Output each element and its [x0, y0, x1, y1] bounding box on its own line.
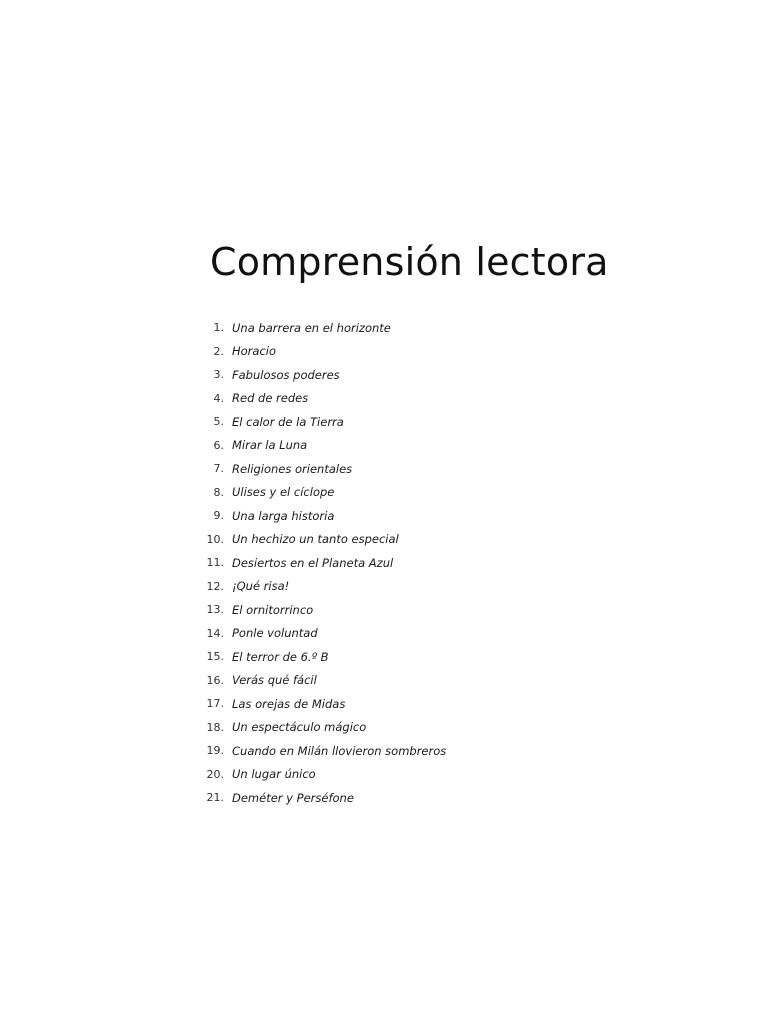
item-number: 7. [213, 462, 224, 476]
item-title: Un espectáculo mágico [232, 720, 367, 735]
list-item[interactable] [200, 645, 446, 669]
item-number: 21. [206, 791, 224, 805]
item-number: 20. [206, 767, 224, 781]
list-item[interactable] [200, 387, 446, 411]
item-title: ¡Qué risa! [232, 579, 290, 594]
item-number: 10. [206, 532, 224, 546]
list-item[interactable] [200, 739, 446, 763]
item-title: Una larga historia [232, 508, 335, 523]
item-number: 16. [206, 673, 224, 687]
item-title: Deméter y Perséfone [232, 790, 354, 805]
list-item[interactable] [200, 763, 446, 787]
item-number: 4. [213, 391, 224, 405]
list-item[interactable] [200, 692, 446, 716]
item-title: Red de redes [232, 391, 309, 406]
item-number: 11. [206, 556, 224, 570]
item-title: Verás qué fácil [232, 673, 317, 688]
list-item[interactable] [200, 481, 446, 505]
item-number: 3. [213, 368, 224, 382]
item-number: 12. [206, 579, 224, 593]
list-item[interactable] [200, 551, 446, 575]
item-title: Un hechizo un tanto especial [232, 532, 399, 547]
list-item[interactable] [200, 340, 446, 364]
item-title: Cuando en Milán llovieron sombreros [232, 743, 447, 758]
list-item[interactable] [200, 716, 446, 740]
item-number: 5. [213, 415, 224, 429]
item-number: 17. [206, 697, 224, 711]
item-number: 13. [206, 603, 224, 617]
list-item[interactable] [200, 434, 446, 458]
item-title: El terror de 6.º B [232, 649, 329, 664]
list-item[interactable] [200, 363, 446, 387]
item-title: Las orejas de Midas [232, 696, 346, 711]
item-title: Ponle voluntad [232, 626, 318, 641]
item-number: 14. [206, 626, 224, 640]
item-title: Ulises y el cíclope [232, 485, 335, 500]
item-title: Horacio [232, 344, 277, 359]
item-number: 8. [213, 485, 224, 499]
list-item[interactable] [200, 504, 446, 528]
item-title: Desiertos en el Planeta Azul [232, 555, 394, 570]
item-title: Fabulosos poderes [232, 367, 340, 382]
item-number: 9. [213, 509, 224, 523]
item-title: Mirar la Luna [232, 438, 308, 453]
item-number: 19. [206, 744, 224, 758]
list-item[interactable] [200, 457, 446, 481]
item-number: 15. [206, 650, 224, 664]
item-number: 1. [213, 321, 224, 335]
list-item[interactable] [200, 786, 446, 810]
list-item[interactable] [200, 669, 446, 693]
item-number: 18. [206, 720, 224, 734]
page-title: Comprensión lectora [210, 240, 609, 284]
item-title: El ornitorrinco [232, 602, 314, 617]
list-item[interactable] [200, 528, 446, 552]
list-item[interactable] [200, 575, 446, 599]
item-title: Una barrera en el horizonte [232, 320, 391, 335]
list-item[interactable] [200, 410, 446, 434]
item-title: El calor de la Tierra [232, 414, 344, 429]
list-item[interactable] [200, 598, 446, 622]
table-of-contents [200, 316, 446, 810]
item-number: 2. [213, 344, 224, 358]
item-title: Un lugar único [232, 767, 316, 782]
item-title: Religiones orientales [232, 461, 353, 476]
list-item[interactable] [200, 622, 446, 646]
item-number: 6. [213, 438, 224, 452]
list-item[interactable] [200, 316, 446, 340]
